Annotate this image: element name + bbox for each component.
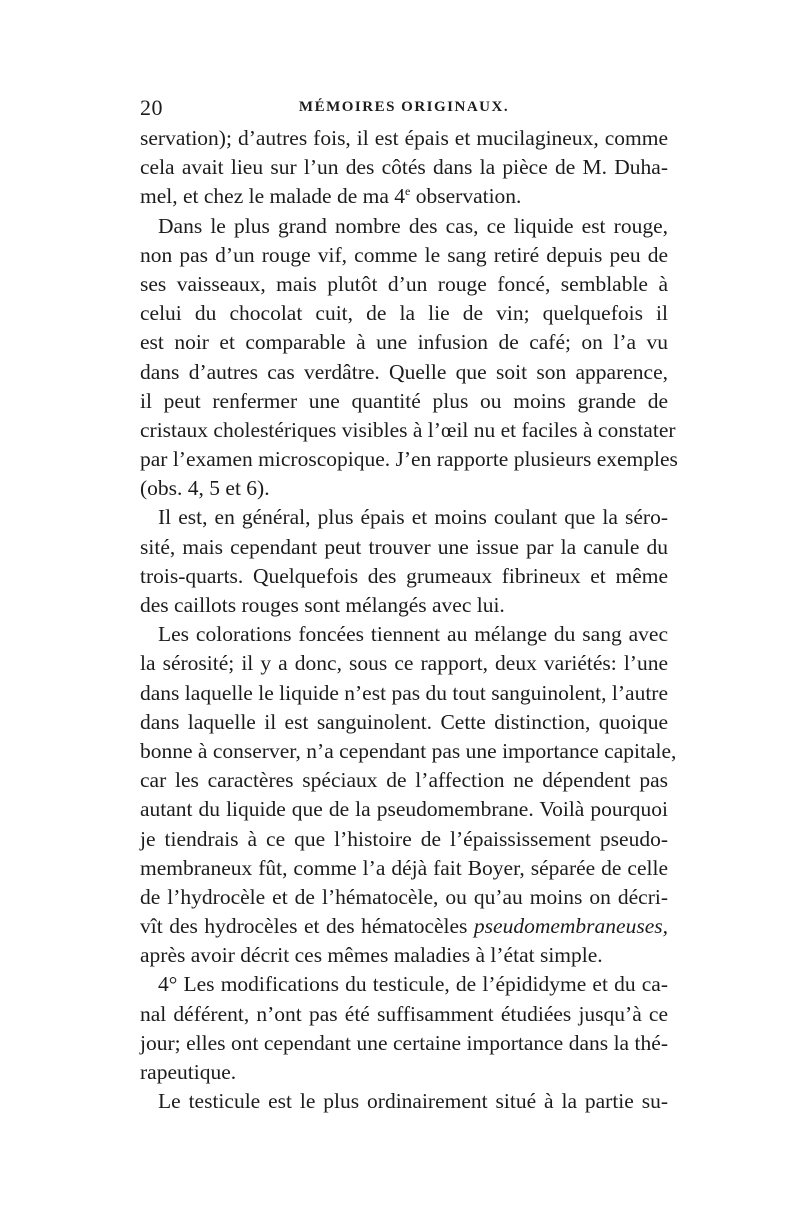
text-line xyxy=(140,182,668,211)
italic-term: pseudomembraneuses, xyxy=(473,914,668,939)
paragraph-start-line: Le testicule est le plus ordinairement situé à la partie su- xyxy=(158,1089,668,1114)
text-line: nal déférent, n’ont pas été suffisamment étudiées jusqu’à ce xyxy=(140,1001,668,1026)
text-line: rapeutique. xyxy=(140,1060,237,1084)
paragraph-start-line: Il est, en général, plus épais et moins coulant que la séro- xyxy=(158,505,668,530)
text-line: par l’examen microscopique. J’en rapporte plusieurs exemples xyxy=(140,447,678,472)
text-line: celui du chocolat cuit, de la lie de vin; quelquefois il xyxy=(140,301,668,326)
text-line: la sérosité; il y a donc, sous ce rapport, deux variétés: l’une xyxy=(140,651,668,676)
paragraph-start-line: 4° Les modifications du testicule, de l’épididyme et du ca- xyxy=(158,972,668,997)
text-line: car les caractères spéciaux de l’affection ne dépendent pas xyxy=(140,768,668,793)
paragraph-start-line: Les colorations foncées tiennent au mélange du sang avec xyxy=(158,622,668,647)
text-run: vît des hydrocèles et des hématocèles xyxy=(140,914,474,939)
text-line: je tiendrais à ce que l’histoire de l’épaississement pseudo- xyxy=(140,826,668,851)
text-line: trois-quarts. Quelquefois des grumeaux fibrineux et même xyxy=(140,563,668,588)
text-run: observation. xyxy=(410,184,522,209)
text-line: non pas d’un rouge vif, comme le sang retiré depuis peu de xyxy=(140,242,668,267)
text-line: bonne à conserver, n’a cependant pas une importance capitale, xyxy=(140,738,677,763)
text-line xyxy=(140,912,668,941)
text-line: dans d’autres cas verdâtre. Quelle que soit son apparence, xyxy=(140,359,668,384)
text-run: mel, et chez le malade de ma 4 xyxy=(140,184,406,209)
paragraph-start-line: Dans le plus grand nombre des cas, ce liquide est rouge, xyxy=(158,213,668,238)
page-header xyxy=(140,95,668,123)
page-number: 20 xyxy=(140,95,163,120)
text-line: cela avait lieu sur l’un des côtés dans la pièce de M. Duha- xyxy=(140,155,668,180)
superscript: e xyxy=(405,184,411,199)
text-line: il peut renfermer une quantité plus ou moins grande de xyxy=(140,388,668,413)
text-line: jour; elles ont cependant une certaine importance dans la thé- xyxy=(140,1030,668,1055)
text-line: cristaux cholestériques visibles à l’œil nu et faciles à constater xyxy=(140,417,676,442)
text-line: des caillots rouges sont mélangés avec lui. xyxy=(140,593,505,617)
text-line: après avoir décrit ces mêmes maladies à l’état simple. xyxy=(140,943,603,968)
text-line: est noir et comparable à une infusion de café; on l’a vu xyxy=(140,330,668,355)
text-line: dans laquelle il est sanguinolent. Cette distinction, quoique xyxy=(140,709,668,734)
running-head: MÉMOIRES ORIGINAUX. xyxy=(298,99,510,115)
text-line: ses vaisseaux, mais plutôt d’un rouge foncé, semblable à xyxy=(140,271,668,296)
text-line: sité, mais cependant peut trouver une issue par la canule du xyxy=(140,534,668,559)
text-line: autant du liquide que de la pseudomembrane. Voilà pourquoi xyxy=(140,797,668,822)
text-line: dans laquelle le liquide n’est pas du tout sanguinolent, l’autre xyxy=(140,680,668,705)
text-line: (obs. 4, 5 et 6). xyxy=(140,476,270,501)
text-line: membraneux fût, comme l’a déjà fait Boyer, séparée de celle xyxy=(140,855,668,880)
body-text xyxy=(140,124,678,1116)
text-line: de l’hydrocèle et de l’hématocèle, ou qu’au moins on décri- xyxy=(140,884,668,909)
text-line: servation); d’autres fois, il est épais et mucilagineux, comme xyxy=(140,126,668,150)
